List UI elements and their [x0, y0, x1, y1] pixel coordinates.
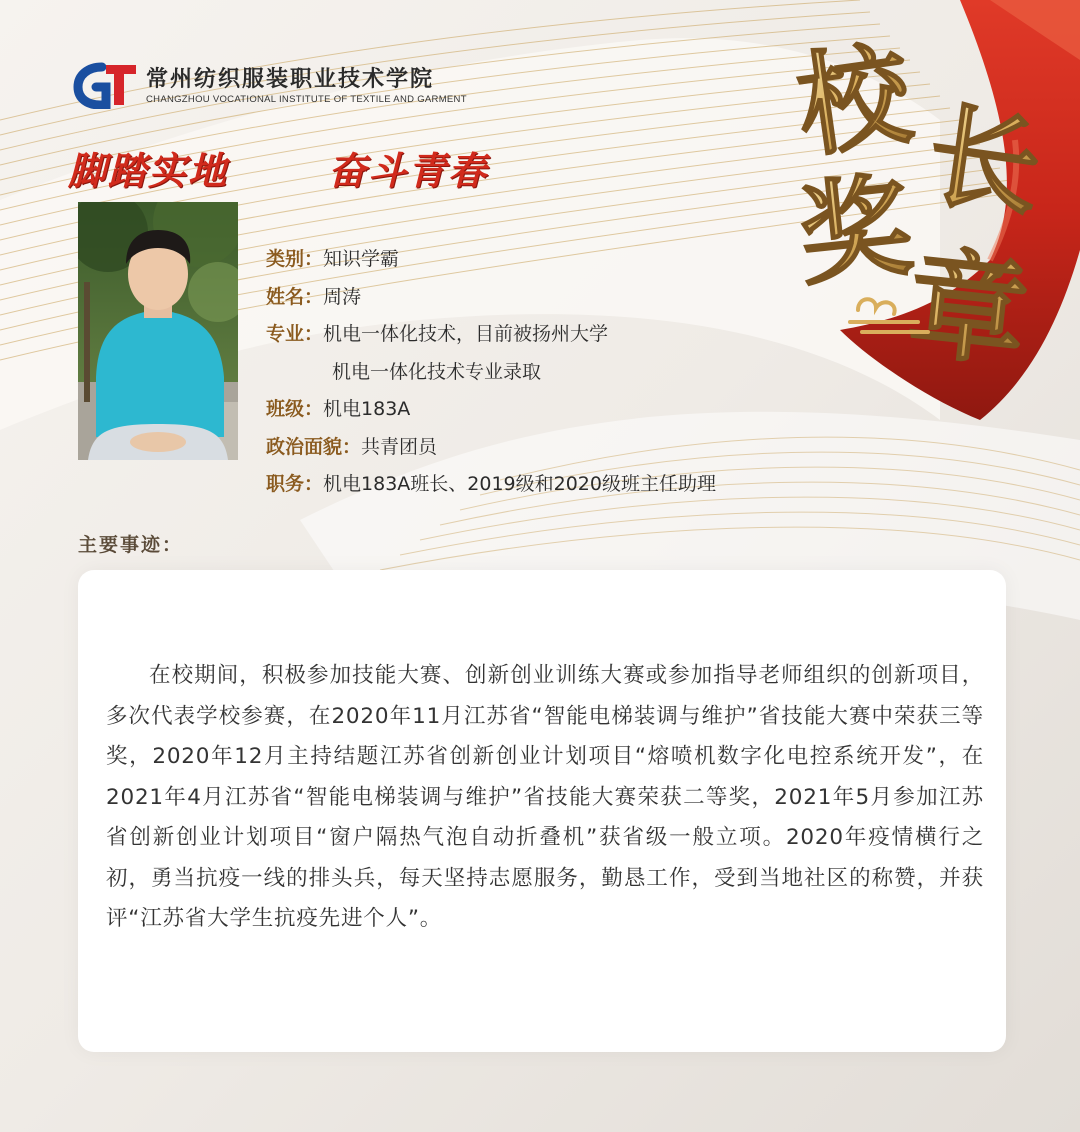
major-label: 专业： [266, 323, 324, 345]
category-value: 知识学霸 [323, 248, 400, 270]
class-label: 班级： [266, 398, 324, 420]
info-row-category [266, 244, 716, 282]
svg-text:章: 章 [902, 233, 1035, 384]
info-row-position [266, 469, 716, 507]
school-logo [72, 60, 467, 110]
name-label: 姓名： [266, 285, 324, 308]
school-logo-icon [72, 61, 138, 109]
person-photo [78, 202, 238, 460]
slogan-1: 脚踏实地 [68, 149, 229, 193]
slogan-2: 奋斗青春 [328, 149, 489, 193]
deeds-title: 主要事迹： [78, 534, 184, 556]
svg-text:奖: 奖 [792, 160, 918, 303]
award-seal-calligraphy [790, 20, 1070, 400]
info-row-major [266, 319, 716, 357]
position-value: 机电183A班长、2019级和2020级班主任助理 [323, 473, 716, 495]
school-name-cn: 常州纺织服装职业技术学院 [146, 65, 435, 92]
info-row-class [266, 394, 716, 432]
deeds-text: 在校期间，积极参加技能大赛、创新创业训练大赛或参加指导老师组织的创新项目，多次代表学校参赛，在2020年11月江苏省“智能电梯装调与维护”省技能大赛中荣获三等奖，2020年12月主持结题江苏省创新创业计划项目“熔喷机数字化电控系统开发”，在2021年4月江苏省“智能电梯装调与维护”省技能大赛荣获二等奖，2021年5月参加江苏省创新创业计划项目“窗户隔热气泡自动折叠机”获省级一般立项。2020年疫情横行之初，勇当抗疫一线的排头兵，每天坚持志愿服务，勤恳工作，受到当地社区的称赞，并获评“江苏省大学生抗疫先进个人”。 [106, 663, 984, 931]
major-value-line1: 机电一体化技术，目前被扬州大学 [323, 323, 609, 345]
svg-text:校: 校 [790, 28, 919, 174]
political-value: 共青团员 [361, 435, 438, 458]
profile-info [266, 244, 716, 507]
info-row-major-cont [266, 357, 716, 395]
info-row-name [266, 282, 716, 320]
deeds-card [78, 570, 1006, 1052]
political-label: 政治面貌： [266, 435, 362, 458]
name-value: 周涛 [323, 285, 362, 308]
svg-text:长: 长 [919, 89, 1049, 235]
major-value-line2: 机电一体化技术专业录取 [332, 360, 542, 383]
info-row-political [266, 432, 716, 470]
class-value: 机电183A [323, 398, 411, 420]
school-name-en: CHANGZHOU VOCATIONAL INSTITUTE OF TEXTILE AND GARMENT [146, 93, 467, 105]
position-label: 职务： [266, 473, 324, 495]
category-label: 类别： [266, 248, 324, 270]
